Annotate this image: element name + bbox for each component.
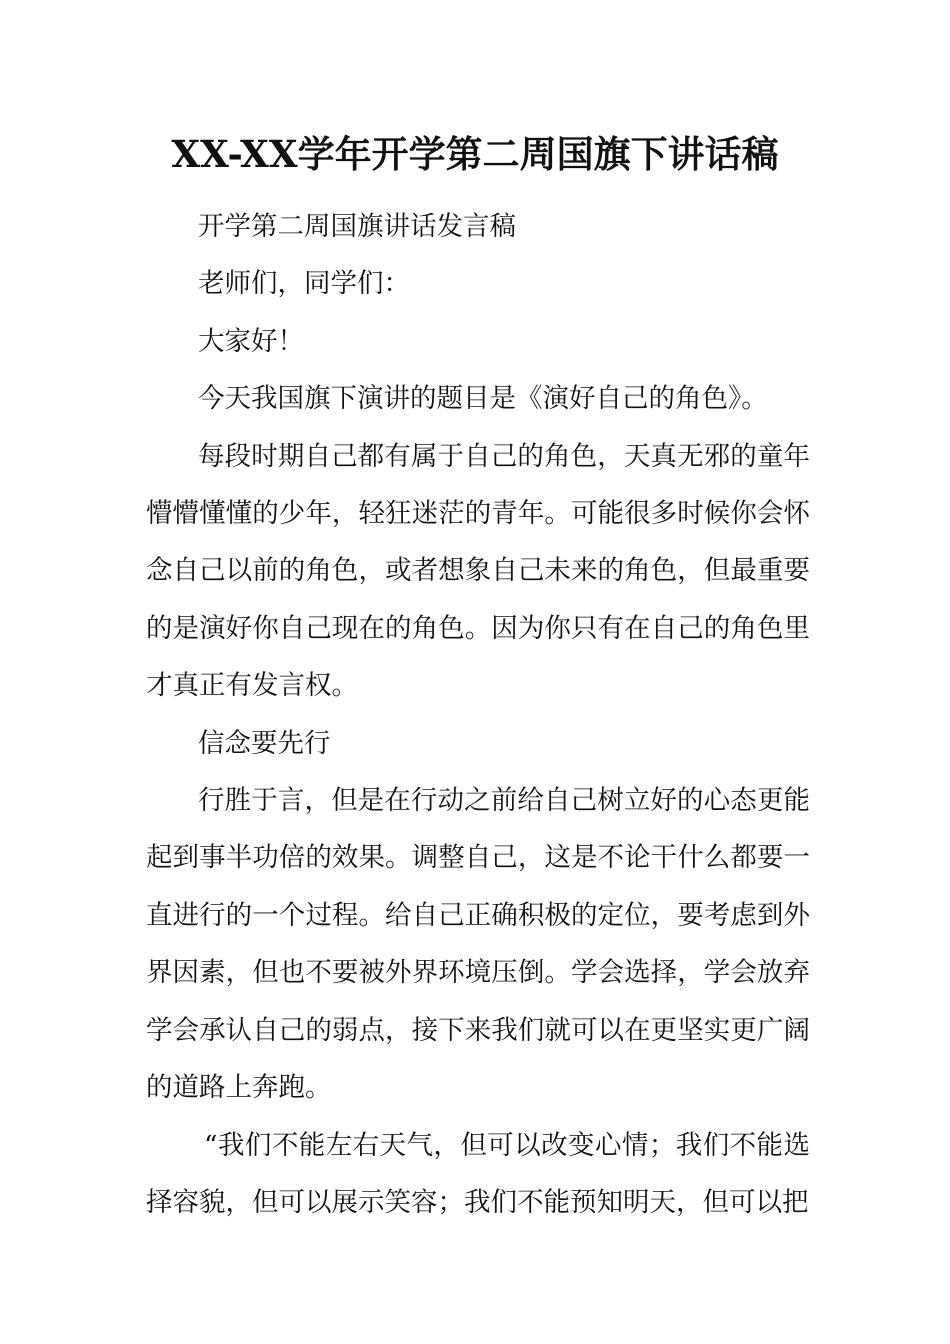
paragraph-greeting: 大家好！ — [198, 325, 304, 357]
document-title: XX-XX学年开学第二周国旗下讲话稿 — [171, 132, 779, 176]
paragraph-subtitle: 开学第二周国旗讲话发言稿 — [198, 211, 516, 242]
paragraph-heading-belief: 信念要先行 — [198, 727, 331, 759]
paragraph-salutation: 老师们，同学们： — [198, 268, 410, 300]
paragraph-roles: 每段时期自己都有属于自己的角色，天真无邪的童年懵懵懂懂的少年，轻狂迷茫的青年。可能很多时候你会怀念自己以前的角色，或者想象自己未来的角色，但最重要的是演好你自己现在的角色。因为你只有在自己的角色里才真正有发言权。 — [146, 440, 810, 702]
paragraph-quote: “我们不能左右天气，但可以改变心情；我们不能选择容貌，但可以展示笑容；我们不能预知明天，但可以把 — [146, 1129, 810, 1218]
paragraph-action: 行胜于言，但是在行动之前给自己树立好的心态更能起到事半功倍的效果。调整自己，这是不论干什么都要一直进行的一个过程。给自己正确积极的定位，要考虑到外界因素，但也不要被外界环境压倒。学会选择，学会放弃学会承认自己的弱点，接下来我们就可以在更坚实更广阔的道路上奔跑。 — [146, 785, 810, 1104]
document-body — [146, 198, 810, 1231]
paragraph-topic: 今天我国旗下演讲的题目是《演好自己的角色》。 — [198, 383, 768, 415]
